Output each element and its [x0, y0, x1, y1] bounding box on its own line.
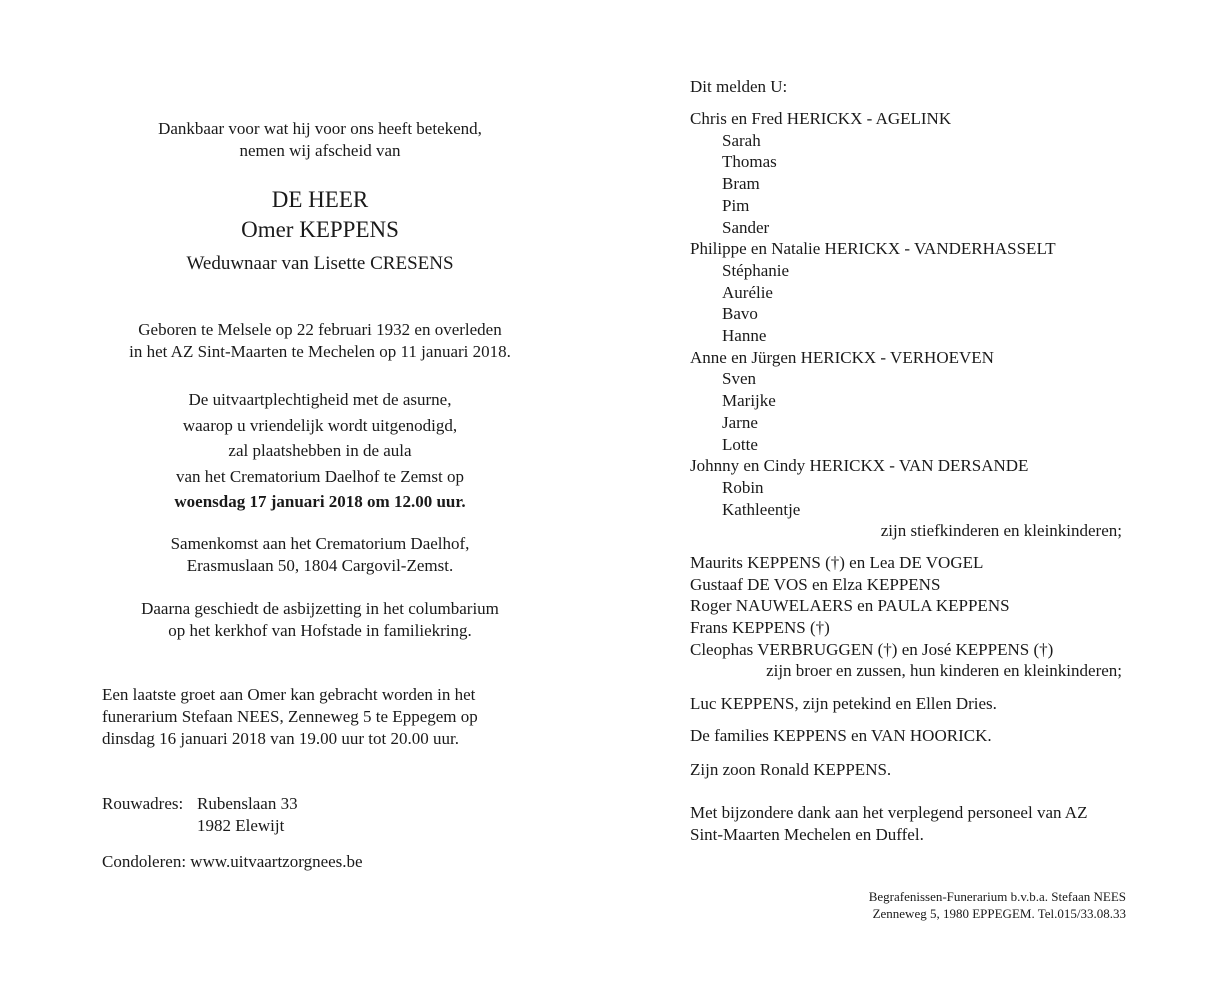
gathering-text — [100, 533, 540, 577]
thanks-text — [690, 802, 1087, 846]
gathering-line: Samenkomst aan het Crematorium Daelhof, — [170, 534, 470, 553]
ceremony-line: zal plaatshebben in de aula — [228, 441, 412, 460]
grandchild: Sven — [722, 369, 756, 389]
grandchild: Sander — [722, 217, 770, 237]
burial-line: Daarna geschiedt de asbijzetting in het columbarium — [141, 599, 499, 618]
ceremony-date: woensdag 17 januari 2018 om 12.00 uur. — [174, 492, 466, 511]
grandchild: Robin — [722, 477, 764, 497]
family-children — [690, 368, 1056, 455]
family-list — [690, 108, 1056, 520]
siblings-note: zijn broer en zussen, hun kinderen en kleinkinderen; — [766, 661, 1122, 680]
spouse-line: Weduwnaar van Lisette CRESENS — [186, 253, 454, 274]
footer-line: Begrafenissen-Funerarium b.v.b.a. Stefaan NEES — [868, 889, 1126, 904]
grandchild: Lotte — [722, 434, 758, 454]
sibling-line: Roger NAUWELAERS en PAULA KEPPENS — [690, 596, 1010, 616]
grandchild: Jarne — [722, 412, 758, 432]
funeral-home-footer — [726, 888, 1126, 922]
ceremony-line: De uitvaartplechtigheid met de asurne, — [188, 390, 452, 409]
sibling-line: Gustaaf DE VOS en Elza KEPPENS — [690, 574, 941, 594]
thanks-line: Sint-Maarten Mechelen en Duffel. — [690, 825, 924, 844]
sibling-line: Frans KEPPENS (†) — [690, 618, 830, 638]
address-city: 1982 Elewijt — [197, 816, 285, 835]
family-children — [690, 260, 1056, 347]
family-parents: Anne en Jürgen HERICKX - VERHOEVEN — [690, 347, 994, 367]
grandchild: Bavo — [722, 304, 758, 324]
burial-text — [100, 598, 540, 642]
sibling-line: Maurits KEPPENS (†) en Lea DE VOGEL — [690, 553, 984, 572]
stepchildren-note: zijn stiefkinderen en kleinkinderen; — [880, 521, 1122, 540]
address-street: Rubenslaan 33 — [197, 794, 298, 813]
address-label: Rouwadres: — [102, 794, 184, 813]
grandchild: Pim — [722, 195, 750, 215]
birth-line: Geboren te Melsele op 22 februari 1932 en overleden — [138, 320, 502, 339]
family-parents: Chris en Fred HERICKX - AGELINK — [690, 109, 952, 128]
siblings-list — [690, 552, 1053, 661]
intro-line: Dankbaar voor wat hij voor ons heeft betekend, — [158, 119, 482, 138]
grandchild: Kathleentje — [722, 499, 801, 519]
intro-text — [100, 118, 540, 162]
sibling-line: Cleophas VERBRUGGEN (†) en José KEPPENS (†) — [690, 639, 1054, 659]
grandchild: Hanne — [722, 326, 767, 346]
condolences-line: Condoleren: www.uitvaartzorgnees.be — [102, 852, 363, 871]
visitation-line: Een laatste groet aan Omer kan gebracht worden in het — [102, 685, 476, 704]
grandchild: Stéphanie — [722, 260, 790, 280]
godchild-line: Luc KEPPENS, zijn petekind en Ellen Dries. — [690, 694, 997, 713]
family-children — [690, 130, 1056, 239]
families-line: De families KEPPENS en VAN HOORICK. — [690, 726, 992, 745]
family-children — [690, 477, 1056, 520]
deceased-title: DE HEER — [271, 187, 369, 212]
grandchild: Thomas — [722, 152, 777, 172]
grandchild: Sarah — [722, 130, 761, 150]
ceremony-text — [100, 387, 540, 515]
burial-line: op het kerkhof van Hofstade in familiekring. — [168, 621, 472, 640]
grandchild: Marijke — [722, 391, 776, 411]
visitation-text — [102, 684, 478, 750]
visitation-line: funerarium Stefaan NEES, Zenneweg 5 te Eppegem op — [102, 707, 478, 726]
family-parents: Philippe en Natalie HERICKX - VANDERHASSELT — [690, 239, 1056, 259]
footer-line: Zenneweg 5, 1980 EPPEGEM. Tel.015/33.08.33 — [872, 906, 1126, 921]
ceremony-line: van het Crematorium Daelhof te Zemst op — [176, 466, 464, 486]
grandchild: Bram — [722, 174, 760, 194]
deceased-name: Omer KEPPENS — [241, 217, 399, 242]
visitation-line: dinsdag 16 januari 2018 van 19.00 uur tot 20.00 uur. — [102, 729, 459, 748]
gathering-line: Erasmuslaan 50, 1804 Cargovil-Zemst. — [186, 556, 454, 575]
ceremony-line: waarop u vriendelijk wordt uitgenodigd, — [182, 415, 458, 435]
intro-line: nemen wij afscheid van — [239, 141, 401, 160]
mourning-address — [197, 793, 298, 837]
grandchild: Aurélie — [722, 282, 773, 302]
birth-death-text — [100, 319, 540, 363]
family-parents: Johnny en Cindy HERICKX - VAN DERSANDE — [690, 456, 1029, 476]
death-line: in het AZ Sint-Maarten te Mechelen op 11 januari 2018. — [129, 342, 511, 361]
announce-line: Dit melden U: — [690, 77, 788, 96]
son-line: Zijn zoon Ronald KEPPENS. — [690, 760, 892, 779]
thanks-line: Met bijzondere dank aan het verplegend personeel van AZ — [690, 803, 1088, 822]
